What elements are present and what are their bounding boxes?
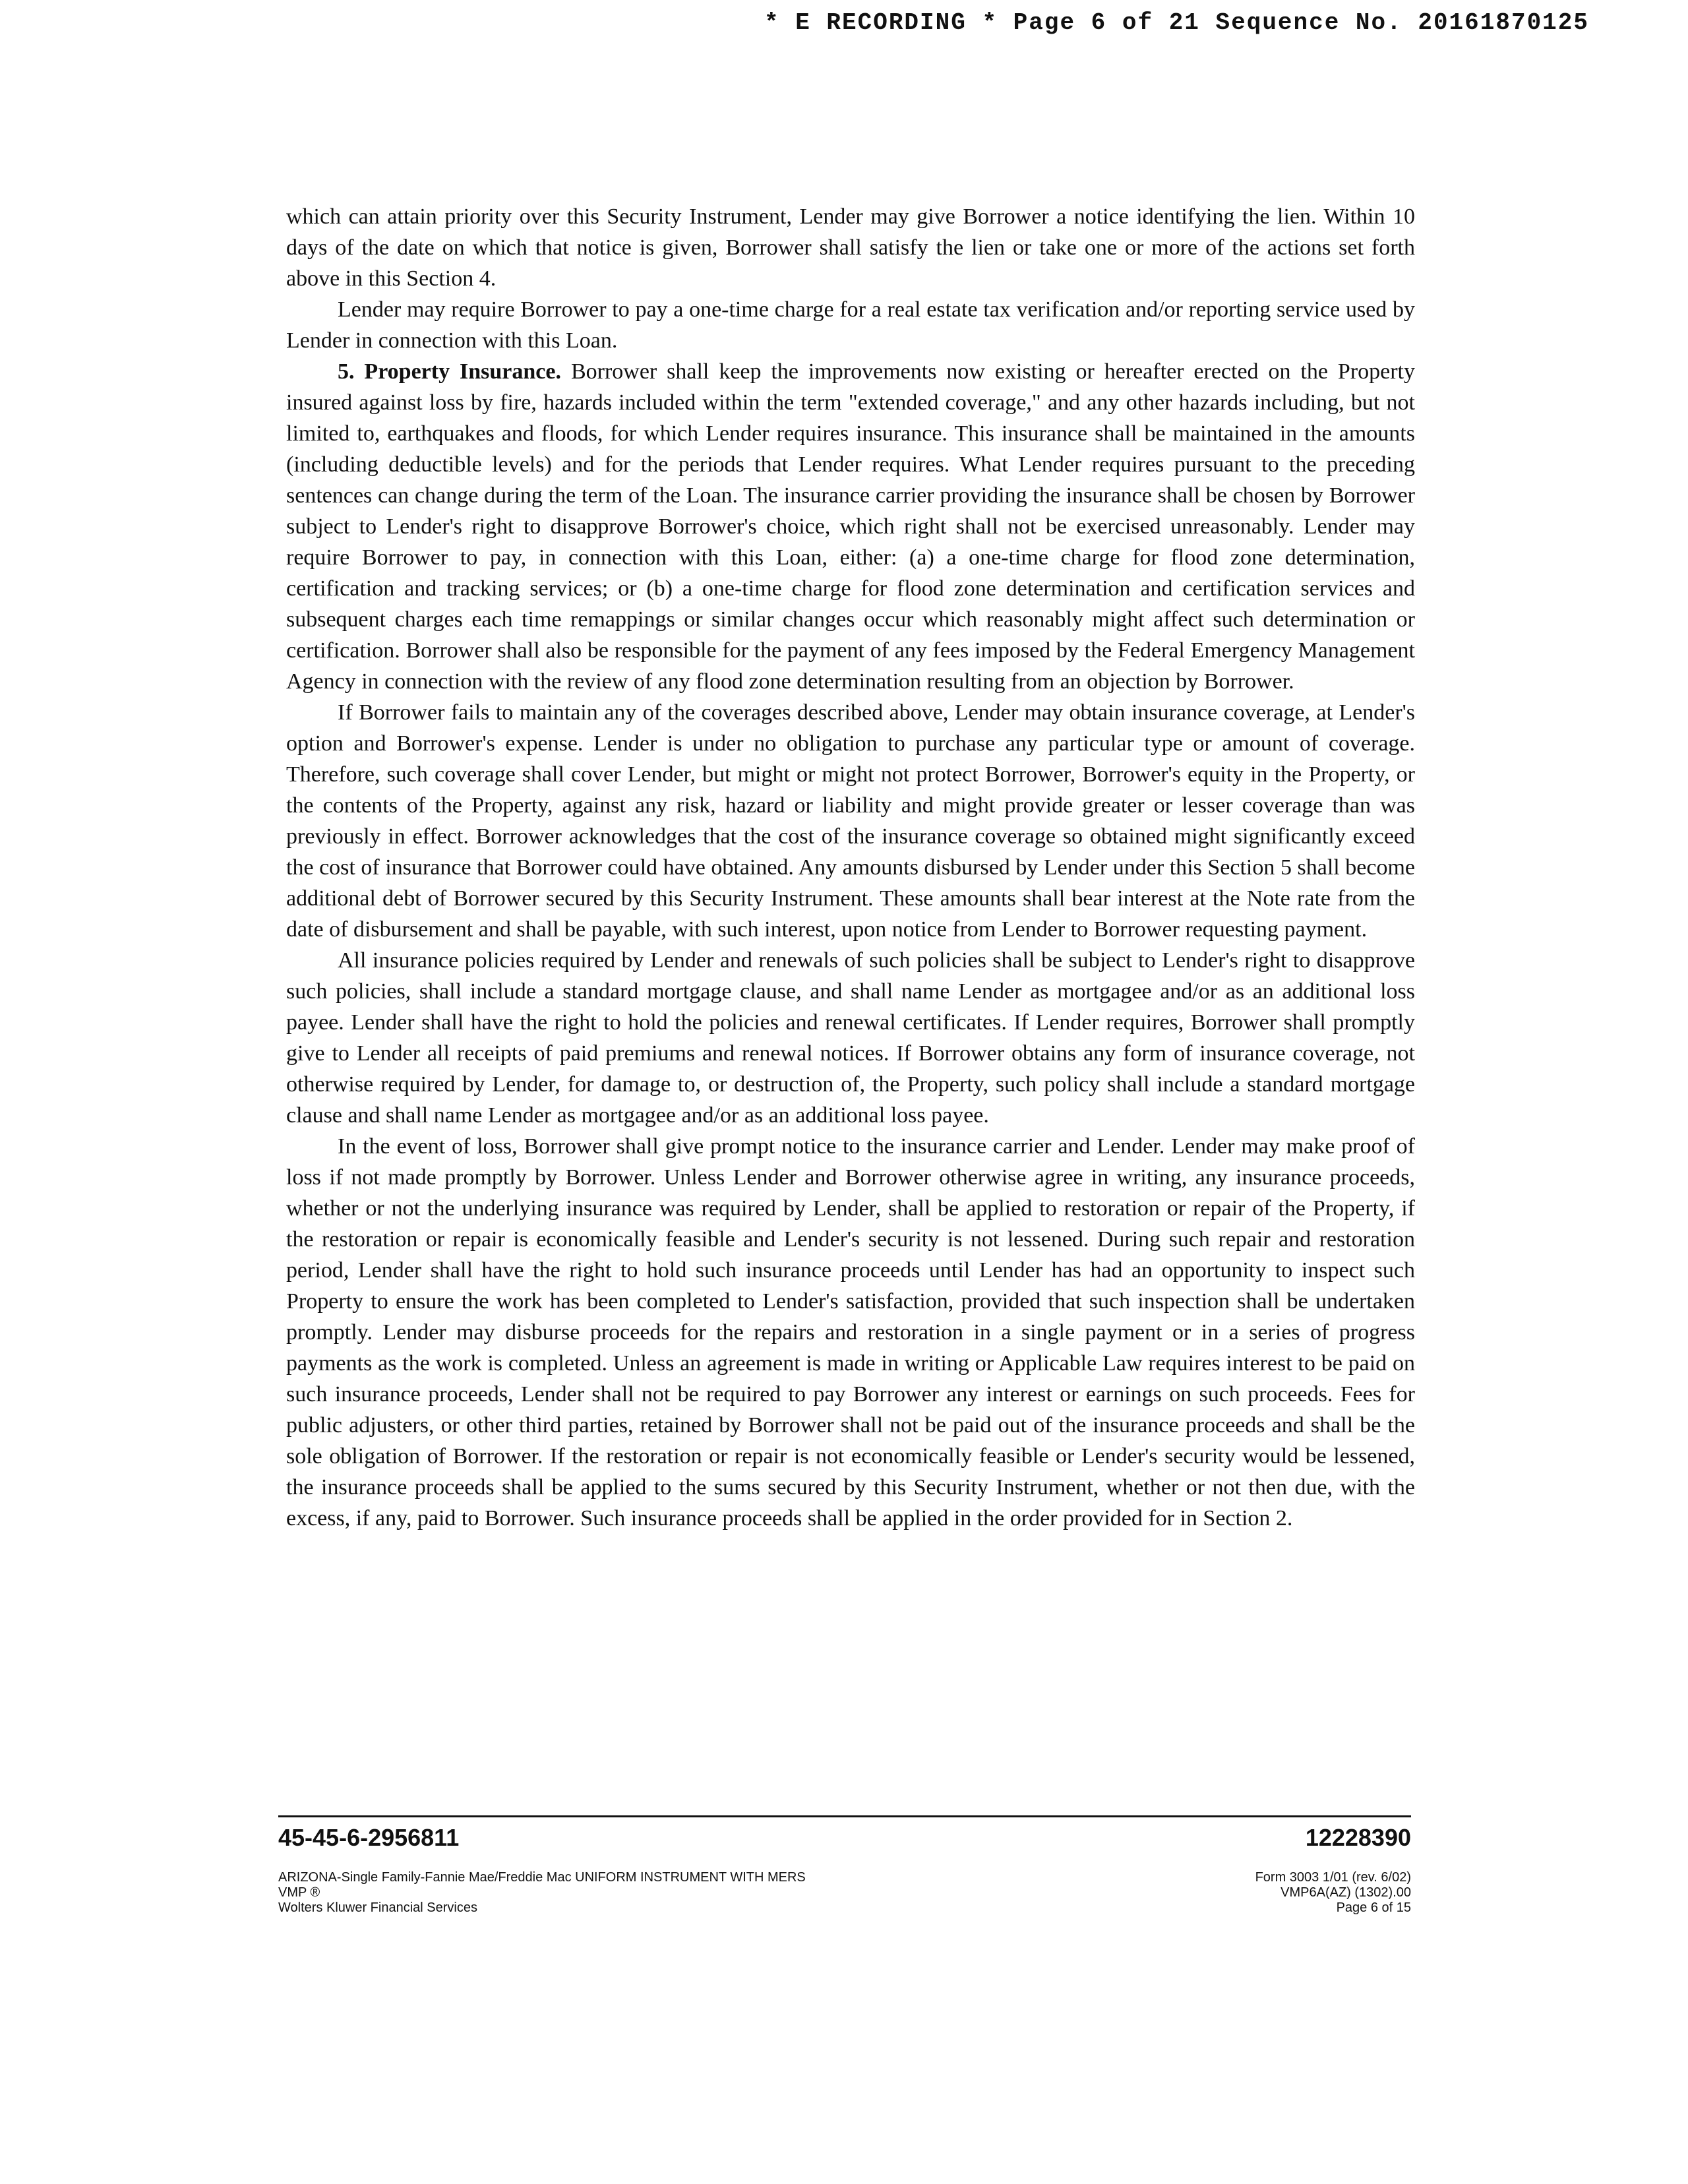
footer-divider — [278, 1815, 1411, 1817]
recording-header: * E RECORDING * Page 6 of 21 Sequence No. 20161870125 — [764, 9, 1589, 36]
form-title: ARIZONA-Single Family-Fannie Mae/Freddie Mac UNIFORM INSTRUMENT WITH MERS — [278, 1870, 806, 1885]
document-body — [286, 201, 1415, 1534]
section-heading-property-insurance: 5. Property Insurance. — [338, 359, 561, 384]
footer-form-info — [278, 1870, 806, 1916]
loan-number: 45-45-6-2956811 — [278, 1824, 460, 1851]
paragraph-event-of-loss: In the event of loss, Borrower shall give prompt notice to the insurance carrier and Lender. Lender may make proof of loss if not made promptly by Borrower. Unless Lender and Borrower otherwise agree in writing, any insurance proceeds, whether or not the underlying insurance was required by Lender, shall be applied to restoration or repair of the Property, if the restoration or repair is economically feasible and Lender's security is not lessened. During such repair and restoration period, Lender shall have the right to hold such insurance proceeds until Lender has had an opportunity to inspect such Property to ensure the work has been completed to Lender's satisfaction, provided that such inspection shall be undertaken promptly. Lender may disburse proceeds for the repairs and restoration in a single payment or in a series of progress payments as the work is completed. Unless an agreement is made in writing or Applicable Law requires interest to be paid on such insurance proceeds, Lender shall not be required to pay Borrower any interest or earnings on such proceeds. Fees for public adjusters, or other third parties, retained by Borrower shall not be paid out of the insurance proceeds and shall be the sole obligation of Borrower. If the restoration or repair is not economically feasible or Lender's security would be lessened, the insurance proceeds shall be applied to the sums secured by this Security Instrument, whether or not then due, with the excess, if any, paid to Borrower. Such insurance proceeds shall be applied in the order provided for in Section 2. — [286, 1134, 1415, 1531]
paragraph-property-insurance-text: Borrower shall keep the improvements now existing or hereafter erected on the Property insured against loss by fire, hazards included within the term "extended coverage," and any other hazards including, but not limited to, earthquakes and floods, for which Lender requires insurance. This insurance shall be maintained in the amounts (including deductible levels) and for the periods that Lender requires. What Lender requires pursuant to the preceding sentences can change during the term of the Loan. The insurance carrier providing the insurance shall be chosen by Borrower subject to Lender's right to disapprove Borrower's choice, which right shall not be exercised unreasonably. Lender may require Borrower to pay, in connection with this Loan, either: (a) a one-time charge for flood zone determination, certification and tracking services; or (b) a one-time charge for flood zone determination and certification services and subsequent charges each time remappings or similar changes occur which reasonably might affect such determination or certification. Borrower shall also be responsible for the payment of any fees imposed by the Federal Emergency Management Agency in connection with the review of any flood zone determination resulting from an objection by Borrower. — [286, 359, 1415, 694]
paragraph-lender-coverage: If Borrower fails to maintain any of the coverages described above, Lender may obtain insurance coverage, at Lender's option and Borrower's expense. Lender is under no obligation to purchase any particular type or amount of coverage. Therefore, such coverage shall cover Lender, but might or might not protect Borrower, Borrower's equity in the Property, or the contents of the Property, against any risk, hazard or liability and might provide greater or lesser coverage than was previously in effect. Borrower acknowledges that the cost of the insurance coverage so obtained might significantly exceed the cost of insurance that Borrower could have obtained. Any amounts disbursed by Lender under this Section 5 shall become additional debt of Borrower secured by this Security Instrument. These amounts shall bear interest at the Note rate from the date of disbursement and shall be payable, with such interest, upon notice from Lender to Borrower requesting payment. — [286, 700, 1415, 942]
vmp-mark: VMP ® — [278, 1885, 320, 1900]
document-number: 12228390 — [1305, 1824, 1411, 1851]
form-number: Form 3003 1/01 (rev. 6/02) — [1255, 1870, 1411, 1885]
paragraph-lien-notice: which can attain priority over this Security Instrument, Lender may give Borrower a notice identifying the lien. Within 10 days of the date on which that notice is given, Borrower shall satisfy the lien or take one or more of the actions set forth above in this Section 4. — [286, 204, 1415, 291]
paragraph-tax-verification: Lender may require Borrower to pay a one-time charge for a real estate tax verification and/or reporting service used by Lender in connection with this Loan. — [286, 297, 1415, 353]
publisher: Wolters Kluwer Financial Services — [278, 1900, 477, 1915]
vmp-code: VMP6A(AZ) (1302).00 — [1281, 1885, 1411, 1900]
page-info: Page 6 of 15 — [1336, 1900, 1411, 1915]
paragraph-insurance-policies: All insurance policies required by Lender and renewals of such policies shall be subject to Lender's right to disapprove such policies, shall include a standard mortgage clause, and shall name Lender as mortgagee and/or as an additional loss payee. Lender shall have the right to hold the policies and renewal certificates. If Lender requires, Borrower shall promptly give to Lender all receipts of paid premiums and renewal notices. If Borrower obtains any form of insurance coverage, not otherwise required by Lender, for damage to, or destruction of, the Property, such policy shall include a standard mortgage clause and shall name Lender as mortgagee and/or as an additional loss payee. — [286, 948, 1415, 1128]
footer-form-codes — [1255, 1870, 1411, 1916]
paragraph-property-insurance — [286, 356, 1415, 697]
